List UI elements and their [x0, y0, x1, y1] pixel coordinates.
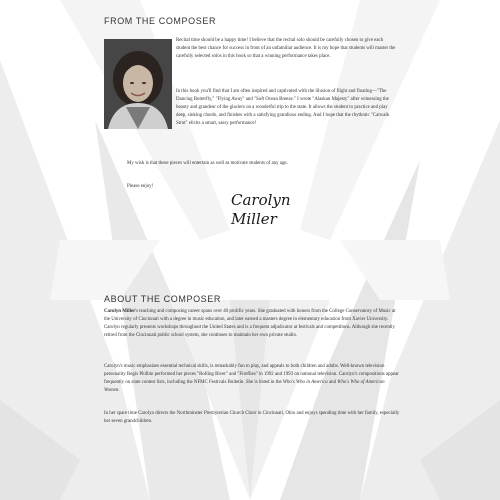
- bio-music-text: Carolyn's music emphasizes essential technical skills, is remarkably fun to play, and appeals to both children and adults. Well-known television personality Regis Philbin performed her pieces "Rolling River" and "Fireflies" in 1992 and 1993 on national television. Carolyn's compositions appear frequently on state contest lists, including the NFMC Festivals Bulletin. She is listed in the: [104, 364, 399, 385]
- bio-paragraph-music: [104, 363, 400, 395]
- composer-name: Carolyn Miller: [104, 309, 136, 314]
- about-the-composer-heading: ABOUT THE COMPOSER: [104, 294, 221, 304]
- intro-paragraph: Recital time should be a happy time! I believe that the recital solo should be carefully chosen to give each student the best chance for success in front of an unfamiliar audience. It is my hope that students will master the carefully selected solos in this book so that a winning performance takes place.: [176, 38, 396, 59]
- inspiration-paragraph: In this book you'll find that I am often inspired and captivated with the illusion of flight and floating—"The Dancing Butterfly," "Flying Away" and "Soft Ocean Breeze." I wrote "Alaskan Majesty" after witnessing the beauty and grandeur of the glaciers on a wonderful trip to the state. It allows the student to practice and play deep, sinking chords, and finishes with a satisfying grandioso ending. And I hope that the rhythmic "Catwalk Strut" elicits a smart, sassy performance!: [176, 89, 390, 126]
- bio-paragraph-career: [104, 308, 400, 340]
- closing-line: Please enjoy!: [127, 184, 154, 189]
- composer-portrait: [104, 39, 172, 129]
- bio-paragraph-personal: In her spare time Carolyn directs the Northminster Presbyterian Church Choir in Cincinnati, Ohio and enjoys spending time with her family, especially her seven grandchildren.: [104, 411, 400, 424]
- bio-music-and: and: [327, 379, 338, 385]
- from-the-composer-heading: FROM THE COMPOSER: [104, 16, 217, 26]
- bio-career-text: 's teaching and composing career spans over 40 prolific years. She graduated with honors from the College Conservatory of Music at the University of Cincinnati with a degree in music education, and later earned a masters degree in elementary education from Xavier University. Carolyn regularly presents workshops throughout the United States and is a frequent adjudicator at festivals and competitions. Although she recently retired from the Cincinnati public school system, she continues to maintain her own private studio.: [104, 309, 396, 338]
- whos-who-women: Who's Who of American Women: [104, 379, 385, 393]
- composer-signature: [231, 191, 323, 228]
- signature-text: Carolyn Miller: [231, 191, 291, 228]
- wish-paragraph: My wish is that these pieces will entertain as well as motivate students of any age.: [127, 161, 288, 166]
- bio-music-end: .: [118, 387, 120, 393]
- whos-who-america: Who's Who in America: [282, 379, 328, 385]
